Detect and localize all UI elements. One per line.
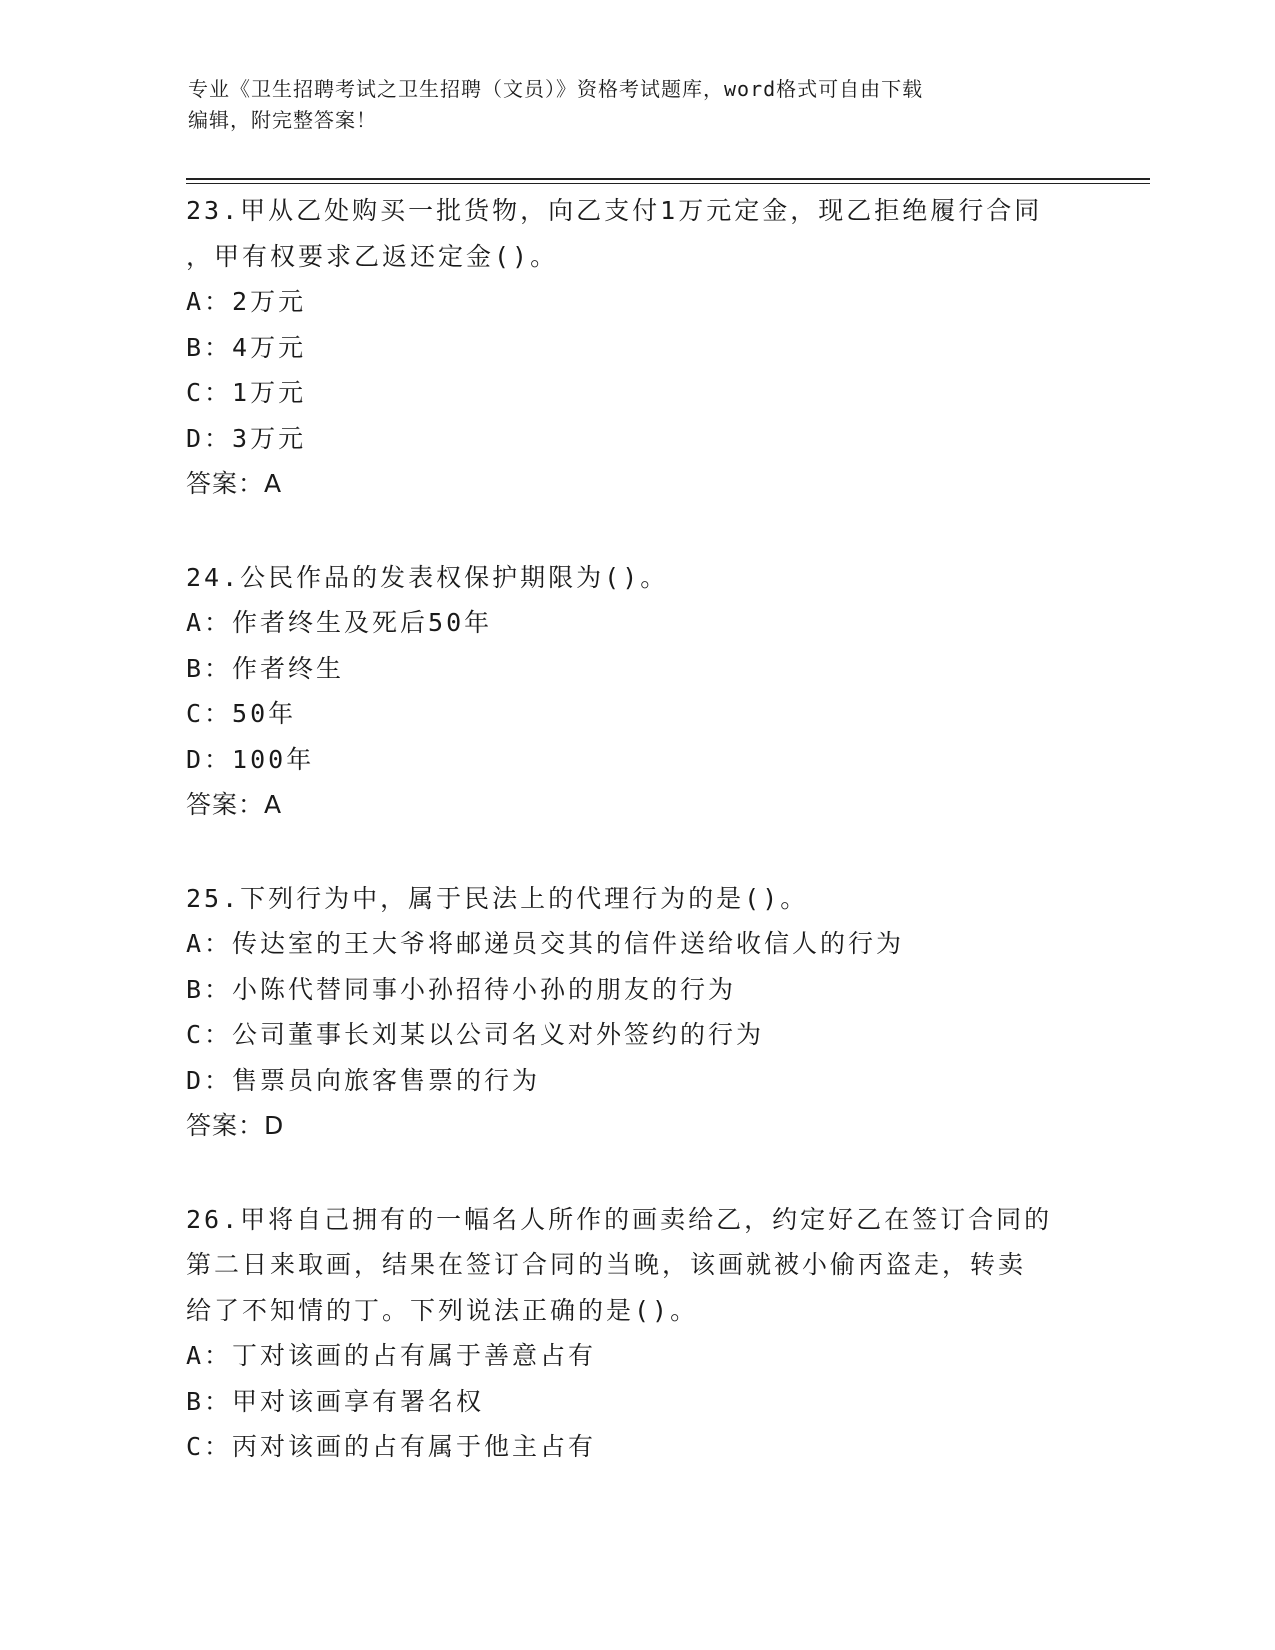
header-divider-thick — [186, 178, 1150, 180]
question-24 — [186, 555, 1086, 828]
option-d: D：3万元 — [186, 423, 307, 453]
question-stem-line: 给了不知情的丁。下列说法正确的是()。 — [186, 1295, 699, 1325]
option-d: D：售票员向旅客售票的行为 — [186, 1065, 541, 1095]
question-stem-line: 23.甲从乙处购买一批货物，向乙支付1万元定金，现乙拒绝履行合同 — [186, 196, 1043, 225]
option-b: B：小陈代替同事小孙招待小孙的朋友的行为 — [186, 974, 737, 1004]
answer-line: 答案：A — [186, 790, 283, 819]
question-stem-line: ，甲有权要求乙返还定金()。 — [186, 241, 559, 271]
option-d: D：100年 — [186, 744, 315, 774]
option-a: A：2万元 — [186, 287, 307, 316]
header-divider-thin — [186, 183, 1150, 184]
question-stem-line: 25.下列行为中，属于民法上的代理行为的是()。 — [186, 883, 809, 913]
question-26 — [186, 1197, 1086, 1470]
option-c: C：丙对该画的占有属于他主占有 — [186, 1432, 597, 1461]
question-25 — [186, 876, 1086, 1149]
answer-line: 答案：A — [186, 469, 283, 498]
question-23 — [186, 188, 1086, 507]
option-a: A：作者终生及死后50年 — [186, 608, 493, 637]
option-a: A：传达室的王大爷将邮递员交其的信件送给收信人的行为 — [186, 929, 905, 958]
option-b: B：4万元 — [186, 332, 307, 362]
question-stem-line: 第二日来取画，结果在签订合同的当晚，该画就被小偷丙盗走，转卖 — [186, 1250, 1027, 1279]
question-list — [186, 188, 1086, 1518]
answer-line: 答案：D — [186, 1111, 285, 1140]
option-c: C：公司董事长刘某以公司名义对外签约的行为 — [186, 1020, 765, 1049]
option-a: A：丁对该画的占有属于善意占有 — [186, 1341, 597, 1370]
option-c: C：50年 — [186, 699, 297, 728]
question-stem-line: 24.公民作品的发表权保护期限为()。 — [186, 562, 669, 592]
header-line-1: 专业《卫生招聘考试之卫生招聘（文员）》资格考试题库，word格式可自由下载 — [188, 77, 924, 101]
option-c: C：1万元 — [186, 378, 307, 407]
document-header — [188, 74, 1068, 136]
header-line-2: 编辑，附完整答案！ — [188, 108, 377, 132]
option-b: B：作者终生 — [186, 653, 345, 683]
question-stem-line: 26.甲将自己拥有的一幅名人所作的画卖给乙，约定好乙在签订合同的 — [186, 1204, 1053, 1234]
option-b: B：甲对该画享有署名权 — [186, 1386, 485, 1416]
